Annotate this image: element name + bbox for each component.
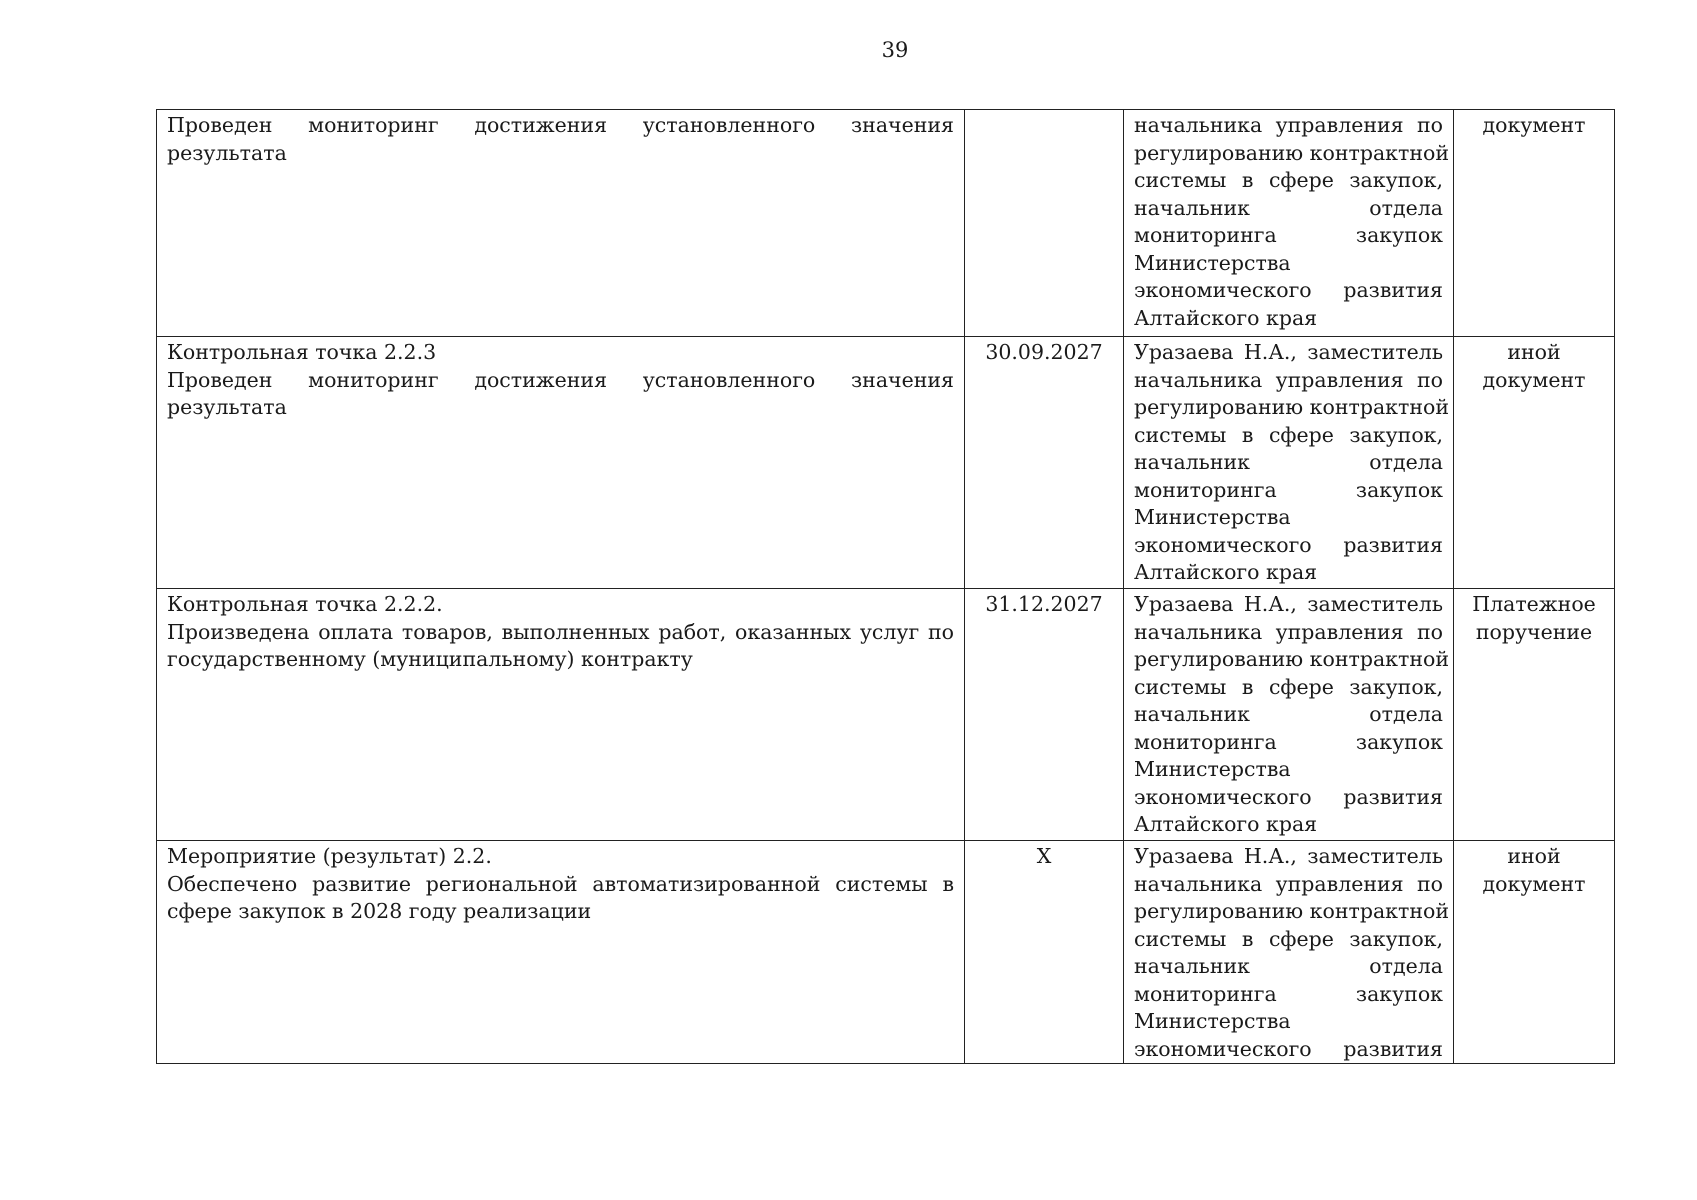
responsible-line: регулированию контрактной (1134, 395, 1449, 419)
description-cell (157, 589, 965, 841)
responsible-line: экономического развития (1134, 532, 1443, 557)
responsible-line: системы в сфере закупок, (1134, 926, 1443, 951)
responsible-line: регулированию контрактной (1134, 647, 1449, 671)
document-cell: Платежное поручение (1454, 589, 1615, 841)
responsible-line: Алтайского края (1134, 812, 1318, 836)
responsible-line: Уразаева Н.А., заместитель (1134, 592, 1443, 616)
responsible-line: Уразаева Н.А., заместитель (1134, 844, 1443, 868)
responsible-cell (1124, 337, 1454, 589)
description-cell (157, 337, 965, 589)
table-row (157, 337, 1615, 589)
date-cell: 30.09.2027 (965, 337, 1124, 589)
responsible-line: Министерства (1134, 505, 1291, 529)
document-cell: иной документ (1454, 337, 1615, 589)
description-line: Мероприятие (результат) 2.2. (167, 844, 492, 868)
table-row (157, 841, 1615, 1064)
responsible-line: начальника управления по (1134, 367, 1443, 392)
responsible-line: Алтайского края (1134, 305, 1318, 330)
responsible-line: начальник отдела (1134, 450, 1443, 474)
description-line: Проведен мониторинг достижения установленного значения результата (167, 113, 954, 165)
results-table (156, 109, 1615, 1064)
responsible-cell (1124, 110, 1454, 337)
responsible-line: мониторинга закупок (1134, 729, 1443, 754)
description-cell (157, 841, 965, 1064)
responsible-line: начальника управления по (1134, 619, 1443, 644)
responsible-line: Министерства (1134, 250, 1291, 275)
responsible-line: мониторинга закупок (1134, 223, 1443, 247)
date-cell (965, 110, 1124, 337)
table-row (157, 110, 1615, 337)
page-number: 39 (881, 38, 909, 62)
date-cell: X (965, 841, 1124, 1064)
responsible-line: мониторинга закупок (1134, 981, 1443, 1006)
responsible-line: начальник отдела (1134, 195, 1443, 220)
date-cell: 31.12.2027 (965, 589, 1124, 841)
description-line: Проведен мониторинг достижения установленного значения результата (167, 367, 954, 419)
responsible-line: начальника управления по (1134, 113, 1443, 137)
responsible-line: экономического развития (1134, 278, 1443, 302)
document-cell: иной документ (1454, 841, 1615, 1064)
responsible-line: системы в сфере закупок, (1134, 674, 1443, 699)
responsible-line: Уразаева Н.А., заместитель (1134, 340, 1443, 364)
responsible-line: системы в сфере закупок, (1134, 422, 1443, 447)
responsible-line: Министерства (1134, 757, 1291, 781)
description-line: Контрольная точка 2.2.3 (167, 340, 437, 364)
table-row (157, 589, 1615, 841)
description-cell (157, 110, 965, 337)
responsible-line: экономического развития (1134, 1036, 1443, 1061)
responsible-line: экономического развития (1134, 784, 1443, 809)
responsible-line: регулированию контрактной (1134, 140, 1449, 165)
responsible-line: системы в сфере закупок, (1134, 168, 1443, 192)
responsible-line: Алтайского края (1134, 560, 1318, 584)
responsible-line: начальника управления по (1134, 871, 1443, 896)
responsible-line: мониторинга закупок (1134, 477, 1443, 502)
document-cell: документ (1454, 110, 1615, 337)
description-line: Произведена оплата товаров, выполненных работ, оказанных услуг по государственному (муниципальному) контракту (167, 619, 954, 671)
responsible-cell (1124, 589, 1454, 841)
responsible-line: начальник отдела (1134, 702, 1443, 726)
responsible-cell (1124, 841, 1454, 1064)
responsible-line: Министерства (1134, 1009, 1291, 1033)
responsible-line: регулированию контрактной (1134, 899, 1449, 923)
responsible-line: начальник отдела (1134, 954, 1443, 978)
description-line: Контрольная точка 2.2.2. (167, 592, 443, 616)
description-line: Обеспечено развитие региональной автоматизированной системы в сфере закупок в 2028 году реализации (167, 871, 954, 923)
